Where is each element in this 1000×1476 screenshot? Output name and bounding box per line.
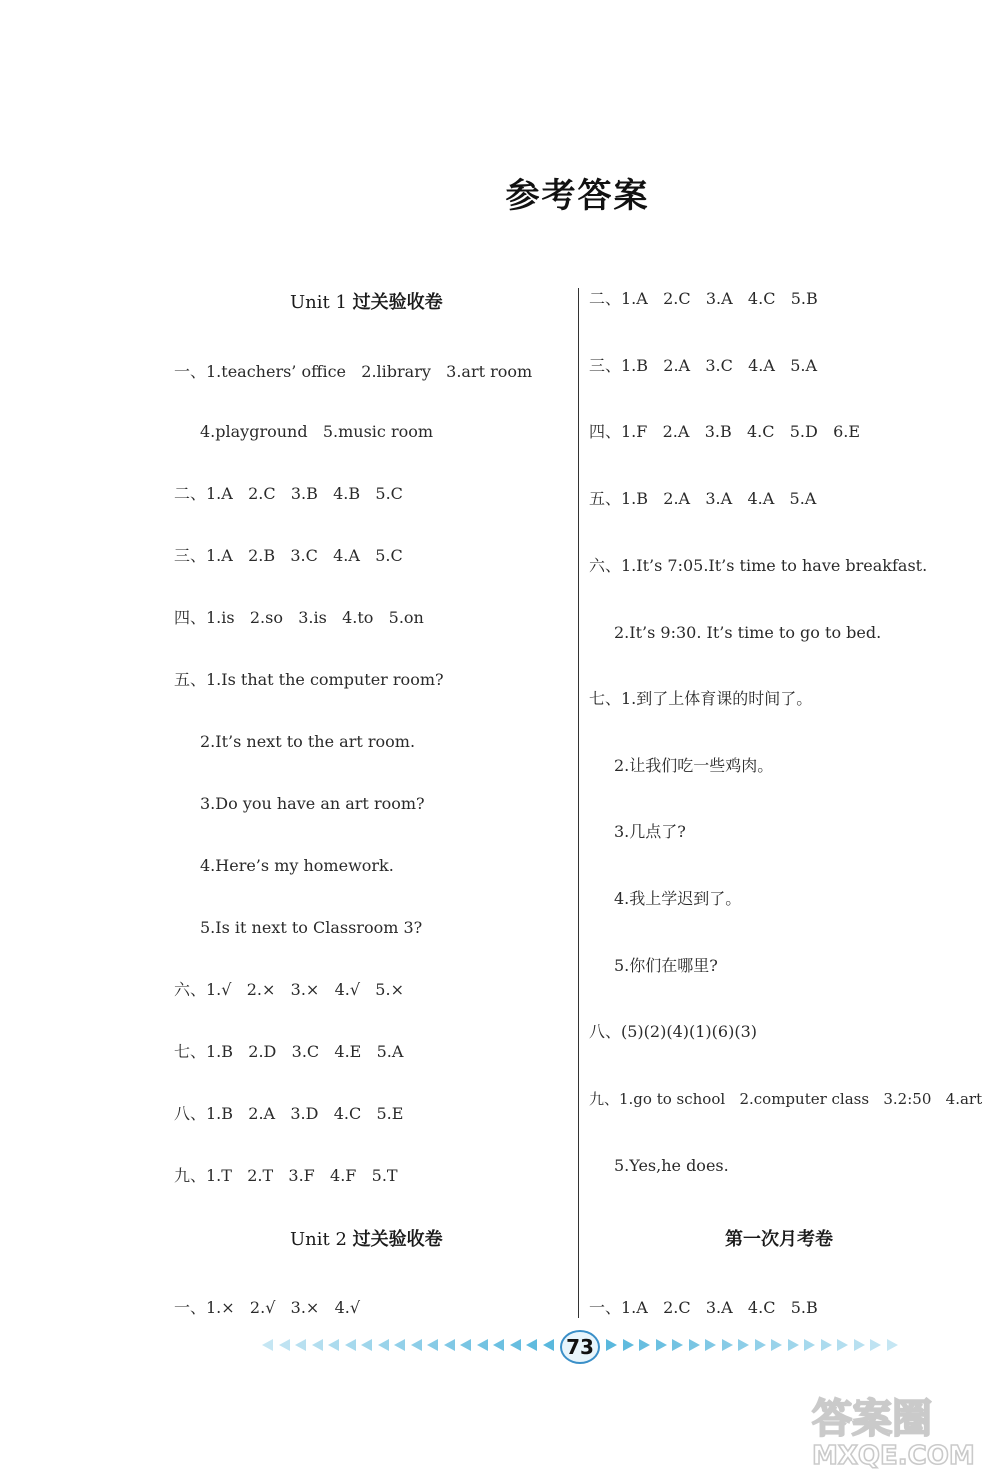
arrow-left-icon xyxy=(378,1339,389,1351)
arrow-right-icon xyxy=(606,1339,617,1351)
answer-line: 2.让我们吃一些鸡肉。 xyxy=(614,756,774,775)
unit2-heading-en: Unit 2 xyxy=(290,1229,353,1250)
unit1-heading xyxy=(290,292,443,314)
unit2-heading-zh: 过关验收卷 xyxy=(352,1229,443,1250)
answer-line: 二、1.A 2.C 3.B 4.B 5.C xyxy=(174,484,403,503)
page-number: 73 xyxy=(560,1330,600,1364)
watermark-text-zh: 答案圈 xyxy=(812,1396,932,1442)
arrow-left-icon xyxy=(526,1339,537,1351)
answer-line: 一、1.teachers’ office 2.library 3.art room xyxy=(174,362,533,381)
answer-line: 三、1.A 2.B 3.C 4.A 5.C xyxy=(174,546,403,565)
arrow-left-icon xyxy=(460,1339,471,1351)
answer-line: 六、1.It’s 7:05.It’s time to have breakfast. xyxy=(589,556,928,575)
arrow-left-icon xyxy=(312,1339,323,1351)
arrow-right-icon xyxy=(623,1339,634,1351)
page-title: 参考答案 xyxy=(505,176,650,216)
arrow-left-icon xyxy=(345,1339,356,1351)
arrow-left-icon xyxy=(262,1339,273,1351)
answer-line: 九、1.T 2.T 3.F 4.F 5.T xyxy=(174,1166,398,1185)
answer-line: 5.Yes,he does. xyxy=(614,1156,729,1175)
arrow-right-icon xyxy=(755,1339,766,1351)
answer-line: 六、1.√ 2.× 3.× 4.√ 5.× xyxy=(174,980,404,999)
watermark-logo xyxy=(802,1390,992,1470)
arrow-left-icon xyxy=(493,1339,504,1351)
answer-line: 4.Here’s my homework. xyxy=(200,856,394,875)
arrow-right-icon xyxy=(639,1339,650,1351)
answer-line: 5.Is it next to Classroom 3? xyxy=(200,918,423,937)
arrow-right-icon xyxy=(804,1339,815,1351)
arrow-right-icon xyxy=(689,1339,700,1351)
answer-line: 2.It’s 9:30. It’s time to go to bed. xyxy=(614,623,882,642)
arrow-right-icon xyxy=(870,1339,881,1351)
arrow-left-icon xyxy=(510,1339,521,1351)
arrow-right-icon xyxy=(771,1339,782,1351)
arrow-right-icon xyxy=(837,1339,848,1351)
unit1-heading-en: Unit 1 xyxy=(290,292,353,313)
answer-line: 5.你们在哪里? xyxy=(614,956,718,975)
arrow-left-icon xyxy=(477,1339,488,1351)
arrow-right-icon xyxy=(672,1339,683,1351)
arrow-left-icon xyxy=(427,1339,438,1351)
answer-line: 3.Do you have an art room? xyxy=(200,794,425,813)
answer-line: 四、1.F 2.A 3.B 4.C 5.D 6.E xyxy=(589,422,861,441)
arrow-left-icon xyxy=(279,1339,290,1351)
answer-line: 四、1.is 2.so 3.is 4.to 5.on xyxy=(174,608,424,627)
arrow-right-icon xyxy=(738,1339,749,1351)
answer-line: 2.It’s next to the art room. xyxy=(200,732,416,751)
answer-line: 4.playground 5.music room xyxy=(200,422,434,441)
column-divider xyxy=(578,288,579,1318)
answer-line: 七、1.到了上体育课的时间了。 xyxy=(589,689,813,708)
arrow-left-icon xyxy=(328,1339,339,1351)
answer-line: 五、1.B 2.A 3.A 4.A 5.A xyxy=(589,489,817,508)
unit1-heading-zh: 过关验收卷 xyxy=(352,292,443,313)
answer-line: 五、1.Is that the computer room? xyxy=(174,670,444,689)
answer-line: 三、1.B 2.A 3.C 4.A 5.A xyxy=(589,356,818,375)
arrow-left-icon xyxy=(361,1339,372,1351)
answer-line: 七、1.B 2.D 3.C 4.E 5.A xyxy=(174,1042,404,1061)
arrow-right-icon xyxy=(656,1339,667,1351)
answer-line: 3.几点了? xyxy=(614,822,686,841)
arrow-left-icon xyxy=(394,1339,405,1351)
arrow-right-icon xyxy=(887,1339,898,1351)
answer-line: 二、1.A 2.C 3.A 4.C 5.B xyxy=(589,289,818,308)
arrow-right-icon xyxy=(788,1339,799,1351)
unit2-heading xyxy=(290,1229,443,1251)
footer-bar xyxy=(262,1330,894,1362)
arrow-right-icon xyxy=(722,1339,733,1351)
answer-line: 八、1.B 2.A 3.D 4.C 5.E xyxy=(174,1104,404,1123)
answer-line: 九、1.go to school 2.computer class 3.2:50 4.art xyxy=(589,1090,983,1108)
watermark-text-en: MXQE.COM xyxy=(812,1441,975,1470)
arrow-left-icon xyxy=(444,1339,455,1351)
answer-line: 一、1.A 2.C 3.A 4.C 5.B xyxy=(589,1298,818,1317)
arrow-right-icon xyxy=(854,1339,865,1351)
monthly-exam-heading: 第一次月考卷 xyxy=(725,1229,833,1250)
answer-line: 一、1.× 2.√ 3.× 4.√ xyxy=(174,1298,361,1317)
answer-line: 八、(5)(2)(4)(1)(6)(3) xyxy=(589,1022,757,1041)
arrow-left-icon xyxy=(411,1339,422,1351)
arrow-left-icon xyxy=(295,1339,306,1351)
arrow-left-icon xyxy=(543,1339,554,1351)
arrow-right-icon xyxy=(821,1339,832,1351)
arrow-right-icon xyxy=(705,1339,716,1351)
answer-line: 4.我上学迟到了。 xyxy=(614,889,742,908)
